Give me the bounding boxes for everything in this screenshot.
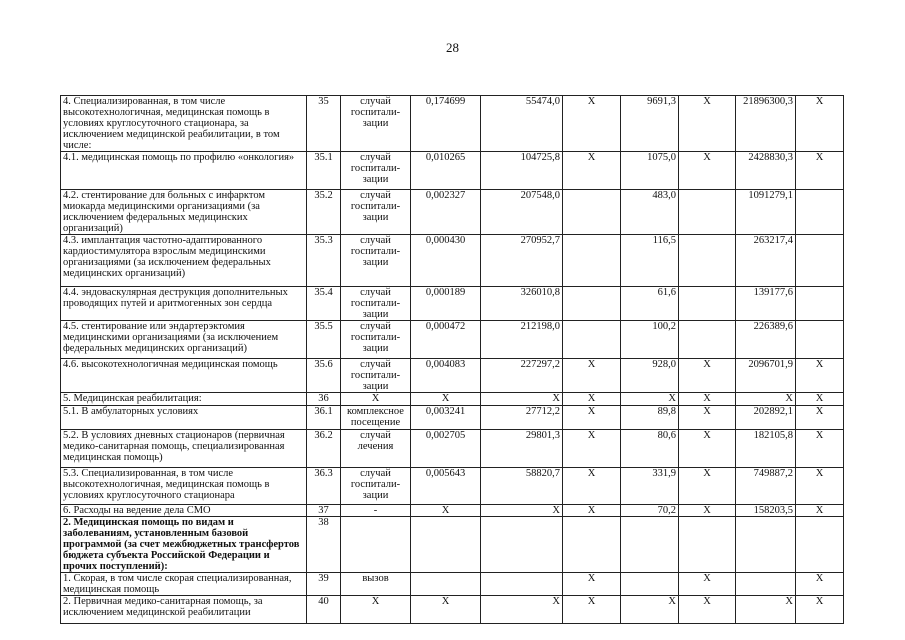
volume-norm-cell: X	[411, 393, 481, 406]
cost-budget-cell	[679, 517, 736, 573]
per-capita-budget-cell	[563, 321, 621, 359]
item-name-cell: 1. Скорая, в том числе скорая специализированная, медицинская помощь	[61, 573, 307, 596]
unit-of-measure-cell: случай лечения	[341, 430, 411, 468]
cost-oms-cell: 21896300,3	[736, 96, 796, 152]
cost-norm-cell	[481, 573, 563, 596]
share-percent-cell: X	[796, 573, 844, 596]
row-number-cell: 36.3	[307, 468, 341, 505]
per-capita-oms-cell	[621, 573, 679, 596]
unit-of-measure-cell: случай госпитали-зации	[341, 235, 411, 287]
cost-norm-cell: 27712,2	[481, 406, 563, 430]
per-capita-oms-cell	[621, 517, 679, 573]
table-row	[61, 406, 844, 430]
cost-norm-cell: X	[481, 505, 563, 517]
cost-budget-cell: X	[679, 505, 736, 517]
item-name-cell: 4.6. высокотехнологичная медицинская помощь	[61, 359, 307, 393]
row-number-cell: 35.3	[307, 235, 341, 287]
item-name-cell: 5. Медицинская реабилитация:	[61, 393, 307, 406]
cost-oms-cell: 139177,6	[736, 287, 796, 321]
cost-oms-cell	[736, 517, 796, 573]
cost-norm-cell	[481, 517, 563, 573]
volume-norm-cell: 0,002327	[411, 190, 481, 235]
share-percent-cell	[796, 517, 844, 573]
volume-norm-cell: 0,003241	[411, 406, 481, 430]
share-percent-cell: X	[796, 505, 844, 517]
item-name-cell: 4.4. эндоваскулярная деструкция дополнительных проводящих путей и аритмогенных зон сердца	[61, 287, 307, 321]
cost-budget-cell	[679, 190, 736, 235]
cost-norm-cell: X	[481, 393, 563, 406]
per-capita-oms-cell: 70,2	[621, 505, 679, 517]
share-percent-cell: X	[796, 96, 844, 152]
cost-norm-cell: 58820,7	[481, 468, 563, 505]
share-percent-cell	[796, 321, 844, 359]
unit-of-measure-cell: случай госпитали-зации	[341, 190, 411, 235]
per-capita-oms-cell: 100,2	[621, 321, 679, 359]
per-capita-oms-cell: 483,0	[621, 190, 679, 235]
volume-norm-cell	[411, 517, 481, 573]
table-row	[61, 96, 844, 152]
table-row	[61, 287, 844, 321]
row-number-cell: 35.2	[307, 190, 341, 235]
row-number-cell: 36.1	[307, 406, 341, 430]
row-number-cell: 40	[307, 596, 341, 624]
item-name-cell: 6. Расходы на ведение дела СМО	[61, 505, 307, 517]
unit-of-measure-cell: случай госпитали-зации	[341, 96, 411, 152]
item-name-cell: 5.3. Специализированная, в том числе высокотехнологичная, медицинская помощь в условиях круглосуточного стационара	[61, 468, 307, 505]
share-percent-cell: X	[796, 468, 844, 505]
cost-oms-cell: 182105,8	[736, 430, 796, 468]
item-name-cell: 4.5. стентирование или эндартерэктомия медицинскими организациями (за исключением федеральных медицинских организаций)	[61, 321, 307, 359]
cost-budget-cell: X	[679, 573, 736, 596]
unit-of-measure-cell: случай госпитали-зации	[341, 359, 411, 393]
cost-oms-cell: 749887,2	[736, 468, 796, 505]
per-capita-budget-cell: X	[563, 468, 621, 505]
cost-budget-cell: X	[679, 359, 736, 393]
table-row	[61, 190, 844, 235]
per-capita-oms-cell: 9691,3	[621, 96, 679, 152]
cost-budget-cell	[679, 321, 736, 359]
per-capita-oms-cell: 116,5	[621, 235, 679, 287]
cost-budget-cell: X	[679, 430, 736, 468]
cost-norm-cell: 207548,0	[481, 190, 563, 235]
cost-budget-cell: X	[679, 596, 736, 624]
cost-oms-cell: 1091279,1	[736, 190, 796, 235]
unit-of-measure-cell: случай госпитали-зации	[341, 321, 411, 359]
cost-oms-cell: 2096701,9	[736, 359, 796, 393]
unit-of-measure-cell: случай госпитали-зации	[341, 152, 411, 190]
per-capita-budget-cell: X	[563, 505, 621, 517]
table-row	[61, 359, 844, 393]
item-name-cell: 4.1. медицинская помощь по профилю «онкология»	[61, 152, 307, 190]
share-percent-cell: X	[796, 359, 844, 393]
table-row	[61, 517, 844, 573]
row-number-cell: 39	[307, 573, 341, 596]
row-number-cell: 37	[307, 505, 341, 517]
table-row	[61, 152, 844, 190]
per-capita-budget-cell: X	[563, 406, 621, 430]
per-capita-oms-cell: 61,6	[621, 287, 679, 321]
cost-oms-cell: 158203,5	[736, 505, 796, 517]
per-capita-budget-cell	[563, 287, 621, 321]
table-row	[61, 321, 844, 359]
volume-norm-cell: 0,002705	[411, 430, 481, 468]
cost-norm-cell: 270952,7	[481, 235, 563, 287]
unit-of-measure-cell: случай госпитали-зации	[341, 468, 411, 505]
unit-of-measure-cell: X	[341, 596, 411, 624]
cost-norm-cell: 29801,3	[481, 430, 563, 468]
cost-oms-cell: 226389,6	[736, 321, 796, 359]
per-capita-oms-cell: 80,6	[621, 430, 679, 468]
cost-budget-cell: X	[679, 96, 736, 152]
cost-budget-cell: X	[679, 393, 736, 406]
cost-budget-cell	[679, 235, 736, 287]
unit-of-measure-cell	[341, 517, 411, 573]
funding-table	[60, 95, 844, 624]
per-capita-budget-cell: X	[563, 573, 621, 596]
share-percent-cell	[796, 190, 844, 235]
per-capita-oms-cell: X	[621, 596, 679, 624]
unit-of-measure-cell: случай госпитали-зации	[341, 287, 411, 321]
row-number-cell: 35	[307, 96, 341, 152]
share-percent-cell: X	[796, 406, 844, 430]
share-percent-cell: X	[796, 430, 844, 468]
per-capita-oms-cell: 89,8	[621, 406, 679, 430]
cost-oms-cell: 202892,1	[736, 406, 796, 430]
row-number-cell: 35.1	[307, 152, 341, 190]
share-percent-cell: X	[796, 152, 844, 190]
cost-oms-cell: 2428830,3	[736, 152, 796, 190]
row-number-cell: 38	[307, 517, 341, 573]
item-name-cell: 4.3. имплантация частотно-адаптированного кардиостимулятора взрослым медицинскими организациями (за исключением федеральных медицинских организаций)	[61, 235, 307, 287]
per-capita-budget-cell: X	[563, 596, 621, 624]
row-number-cell: 35.5	[307, 321, 341, 359]
unit-of-measure-cell: X	[341, 393, 411, 406]
item-name-cell: 5.1. В амбулаторных условиях	[61, 406, 307, 430]
volume-norm-cell: 0,174699	[411, 96, 481, 152]
volume-norm-cell: 0,000189	[411, 287, 481, 321]
volume-norm-cell	[411, 573, 481, 596]
cost-budget-cell: X	[679, 152, 736, 190]
share-percent-cell: X	[796, 596, 844, 624]
item-name-cell: 4.2. стентирование для больных с инфарктом миокарда медицинскими организациями (за исключением федеральных медицинских организаций)	[61, 190, 307, 235]
unit-of-measure-cell: вызов	[341, 573, 411, 596]
cost-norm-cell: 227297,2	[481, 359, 563, 393]
per-capita-oms-cell: 928,0	[621, 359, 679, 393]
per-capita-budget-cell: X	[563, 393, 621, 406]
table-row	[61, 430, 844, 468]
volume-norm-cell: 0,010265	[411, 152, 481, 190]
page-number: 28	[446, 40, 459, 55]
volume-norm-cell: 0,000430	[411, 235, 481, 287]
table-row	[61, 505, 844, 517]
cost-oms-cell: X	[736, 596, 796, 624]
per-capita-budget-cell: X	[563, 96, 621, 152]
per-capita-oms-cell: 1075,0	[621, 152, 679, 190]
table-row	[61, 468, 844, 505]
cost-budget-cell: X	[679, 468, 736, 505]
table-row	[61, 393, 844, 406]
table-row	[61, 596, 844, 624]
volume-norm-cell: X	[411, 505, 481, 517]
cost-norm-cell: X	[481, 596, 563, 624]
cost-oms-cell	[736, 573, 796, 596]
volume-norm-cell: 0,004083	[411, 359, 481, 393]
share-percent-cell	[796, 287, 844, 321]
share-percent-cell: X	[796, 393, 844, 406]
cost-norm-cell: 326010,8	[481, 287, 563, 321]
table-row	[61, 573, 844, 596]
cost-norm-cell: 212198,0	[481, 321, 563, 359]
per-capita-budget-cell: X	[563, 430, 621, 468]
item-name-cell: 2. Медицинская помощь по видам и заболеваниям, установленным базовой программой (за счет межбюджетных трансфертов бюджета субъекта Российской Федерации и прочих поступлений):	[61, 517, 307, 573]
row-number-cell: 35.6	[307, 359, 341, 393]
item-name-cell: 4. Специализированная, в том числе высокотехнологичная, медицинская помощь в условиях круглосуточного стационара, за исключением медицинской реабилитации, в том числе:	[61, 96, 307, 152]
cost-budget-cell: X	[679, 406, 736, 430]
per-capita-budget-cell	[563, 517, 621, 573]
share-percent-cell	[796, 235, 844, 287]
cost-oms-cell: 263217,4	[736, 235, 796, 287]
row-number-cell: 36.2	[307, 430, 341, 468]
volume-norm-cell: 0,000472	[411, 321, 481, 359]
cost-oms-cell: X	[736, 393, 796, 406]
unit-of-measure-cell: комплексное посещение	[341, 406, 411, 430]
per-capita-oms-cell: 331,9	[621, 468, 679, 505]
per-capita-budget-cell: X	[563, 152, 621, 190]
per-capita-budget-cell	[563, 235, 621, 287]
cost-budget-cell	[679, 287, 736, 321]
unit-of-measure-cell: -	[341, 505, 411, 517]
row-number-cell: 35.4	[307, 287, 341, 321]
row-number-cell: 36	[307, 393, 341, 406]
table-row	[61, 235, 844, 287]
cost-norm-cell: 55474,0	[481, 96, 563, 152]
item-name-cell: 5.2. В условиях дневных стационаров (первичная медико-санитарная помощь, специализированная медицинская помощь)	[61, 430, 307, 468]
cost-norm-cell: 104725,8	[481, 152, 563, 190]
per-capita-oms-cell: X	[621, 393, 679, 406]
per-capita-budget-cell	[563, 190, 621, 235]
item-name-cell: 2. Первичная медико-санитарная помощь, за исключением медицинской реабилитации	[61, 596, 307, 624]
volume-norm-cell: X	[411, 596, 481, 624]
per-capita-budget-cell: X	[563, 359, 621, 393]
volume-norm-cell: 0,005643	[411, 468, 481, 505]
